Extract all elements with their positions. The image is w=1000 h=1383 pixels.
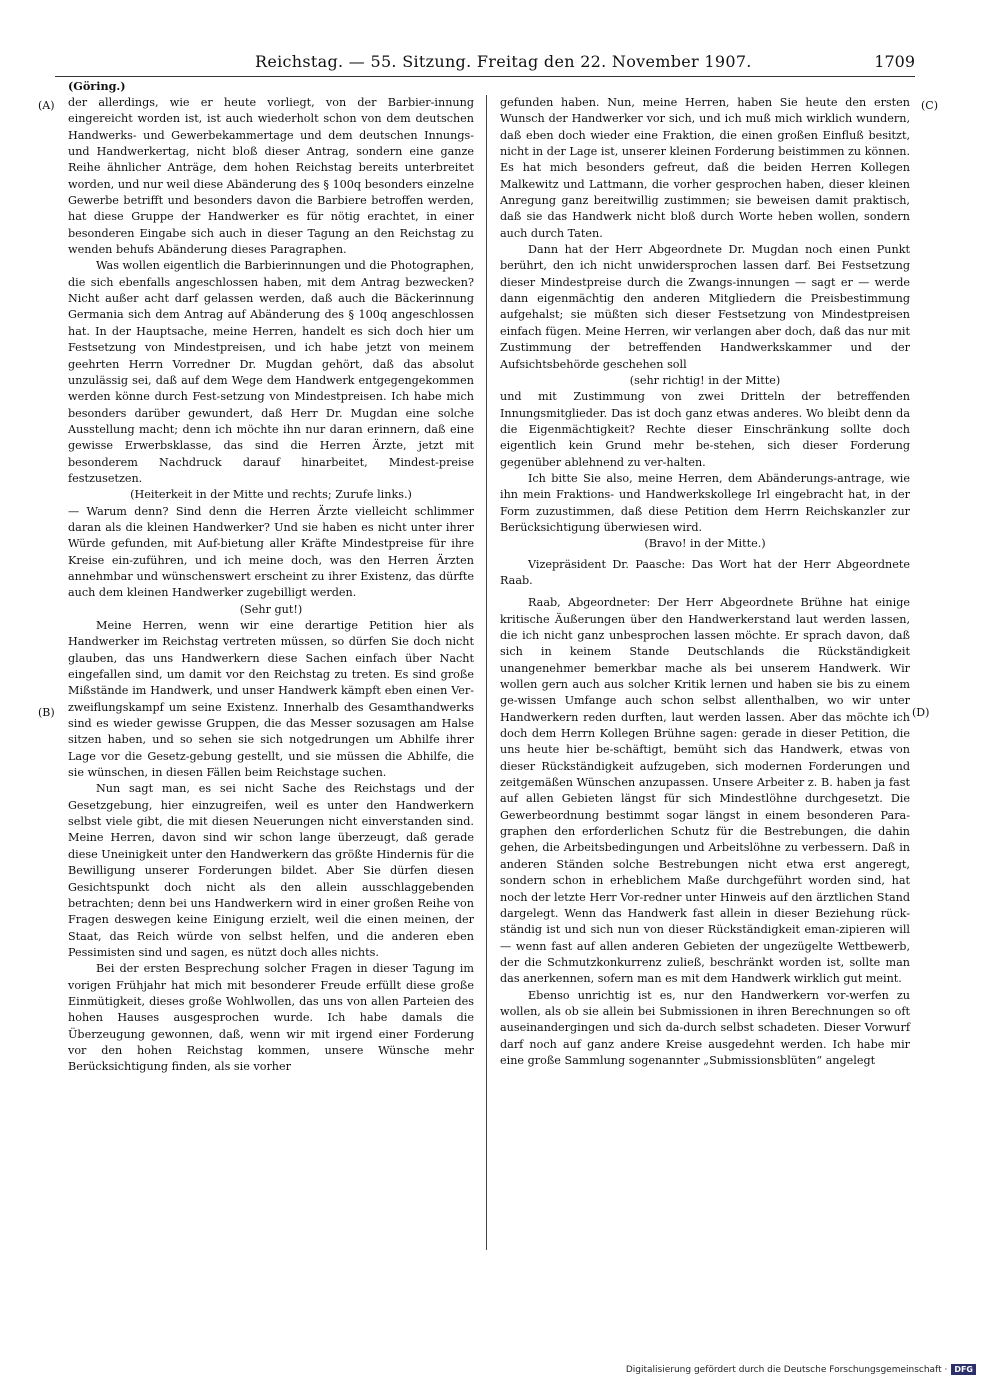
paragraph: Meine Herren, wenn wir eine derartige Petition hier als Handwerker im Reichstag vertreten müssen, so dürfen Sie doch nicht glauben, das uns Handwerkern diese Sachen einfach über Nacht eingefallen sind, um damit vor den Reichstag zu treten. Es sind große Mißstände im Handwerk, und unser Handwerk kämpft eben einen Ver-zweiflungskampf um seine Existenz. Innerhalb des Gesamthandwerks sind es wieder gewisse Gruppen, die das Messer sozusagen am Halse sitzen haben, und so sehen sie sich notgedrungen um Abhilfe ihrer Lage vor die Gesetz-gebung gestellt, und sie müssen die Abhilfe, die sie wünschen, in diesen Fällen beim Reichstage suchen.: [68, 619, 474, 780]
interjection: (Bravo! in der Mitte.): [644, 537, 766, 551]
paragraph: Vizepräsident Dr. Paasche: Das Wort hat der Herr Abgeordnete Raab.: [500, 557, 910, 587]
paragraph: Bei der ersten Besprechung solcher Fragen in dieser Tagung im vorigen Frühjahr hat mich mit besonderer Freude erfüllt diese große Einmütigkeit, dieses große Wohlwollen, das uns von allen Parteien des hohen Hauses ausgesprochen wurde. Ich habe damals die Überzeugung gewonnen, daß, wenn wir mit irgend einer Forderung vor den hohen Reichstag kommen, unsere Wünsche mehr Berücksichtigung finden, als sie vorher: [68, 962, 474, 1074]
interjection: (sehr richtig! in der Mitte): [629, 373, 781, 387]
interjection: (Sehr gut!): [239, 602, 303, 616]
footer-text: Digitalisierung gefördert durch die Deutsche Forschungsgemeinschaft ·: [625, 1364, 948, 1375]
paragraph: Raab, Abgeordneter: Der Herr Abgeordnete Brühne hat einige kritische Äußerungen über den Handwerkerstand laut werden lassen, die ich nicht ganz unbesprochen lassen möchte. Er sprach davon, daß sich in keinem Stande Deutschlands die Rückständigkeit unangenehmer bemerkbar mache als bei unserem Handwerk. Wir wollen gern auch aus solcher Kritik lernen und haben sie bis zu einem ge-wissen Umfange auch schon selbst allenthalben, wo wir unter Handwerkern reden durften, laut werden lassen. Aber das möchte ich doch dem Herrn Kollegen Brühne sagen: gerade in dieser Petition, die uns heute hier be-schäftigt, bemüht sich das Handwerk, etwas von dieser Rückständigkeit aufzugeben, sich modernen Forderungen und zeitgemäßen Wünschen anzupassen. Unsere Arbeiter z. B. haben ja fast auf allen Gebieten längst für sich Mindestlöhne durchgesetzt. Die Gewerbeordnung bestimmt sogar längst in einem besonderen Para-graphen den erforderlichen Schutz für die Bestrebungen, die dahin gehen, die Arbeitsbedingungen und Arbeitslöhne zu verbessern. Daß in anderen Ständen solche Bestrebungen nicht etwa erst angeregt, sondern schon in erheblichem Maße durchgeführt worden sind, hat noch der letzte Herr Vor-redner unter Hinweis auf den ärztlichen Stand dargelegt. Wenn das Handwerk fast allein in dieser Beziehung rück-ständig ist und sich nun von dieser Rückständigkeit eman-zipieren will — wenn fast auf allen anderen Gebieten der ungezügelte Wettbewerb, der die Schmutzkonkurrenz zuließ, beschränkt worden ist, sollte man das anerkennen, sofern man es mit dem Handwerk wirklich gut meint.: [500, 596, 910, 986]
margin-marker-a: (A): [38, 99, 55, 112]
speaker-tag: (Göring.): [68, 79, 126, 93]
left-column: [68, 95, 474, 1076]
paragraph: Was wollen eigentlich die Barbierinnungen und die Photographen, die sich ebenfalls angeschlossen haben, mit dem Antrag bezwecken? Nicht außer acht darf gelassen werden, daß auch die Bäckerinnung Germania sich dem Antrag auf Abänderung des § 100q angeschlossen hat. In der Hauptsache, meine Herren, handelt es sich doch hier um Festsetzung von Mindestpreisen, und ich habe jetzt von meinem geehrten Herrn Vorredner Dr. Mugdan gehört, daß das absolut unzulässig sei, daß auf dem Wege dem Handwerk entgegengekommen werden könne durch Fest-setzung von Mindestpreisen. Ich habe mich besonders darüber gewundert, daß Herr Dr. Mugdan eine solche Ausstellung macht; denn ich möchte ihn nur daran erinnern, daß eine gewisse Erwerbsklasse, das sind die Herren Ärzte, jetzt mit besonderem Nachdruck darauf hinarbeitet, Mindest-preise festzusetzen.: [68, 259, 474, 485]
margin-marker-b: (B): [38, 706, 55, 719]
column-divider: [486, 95, 487, 1250]
footer: [626, 1364, 976, 1375]
paragraph: der allerdings, wie er heute vorliegt, von der Barbier-innung eingereicht worden ist, ist auch wiederholt schon von dem deutschen Handwerks- und Gewerbekammertage und dem deutschen Innungs- und Handwerkertag, nicht bloß dieser Antrag, sondern eine ganze Reihe ähnlicher Anträge, dem hohen Reichstag bereits unterbreitet worden, und nur weil diese Abänderung des § 100q besonders einzelne Gewerbe betrifft und besonders davon die Barbiere betroffen werden, hat diese Gruppe der Handwerker es für nötig erachtet, in einer besonderen Eingabe sich auch in dieser Tagung an den Reichstag zu wenden behufs Abänderung dieses Paragraphen.: [68, 96, 474, 257]
margin-marker-c: (C): [921, 99, 938, 112]
right-column: [500, 95, 910, 1069]
margin-marker-d: (D): [912, 706, 930, 719]
paragraph: und mit Zustimmung von zwei Dritteln der betreffenden Innungsmitglieder. Das ist doch ganz etwas anderes. Wo bleibt denn da die Eigenmächtigkeit? Rechte dieser Einschränkung sollte doch eigentlich kein Grund mehr be-stehen, sich dieser Forderung gegenüber ablehnend zu ver-halten.: [500, 390, 910, 469]
running-title: Reichstag. — 55. Sitzung. Freitag den 22. November 1907.: [255, 52, 752, 71]
page-number: 1709: [874, 52, 915, 71]
page-header: [255, 52, 915, 78]
interjection: (Heiterkeit in der Mitte und rechts; Zurufe links.): [130, 488, 412, 502]
header-rule: [55, 76, 915, 77]
paragraph: Ich bitte Sie also, meine Herren, dem Abänderungs-antrage, wie ihn mein Fraktions- und Handwerkskollege Irl eingebracht hat, in der Form zuzustimmen, daß diese Petition dem Herrn Reichskanzler zur Berücksichtigung überwiesen wird.: [500, 471, 910, 534]
paragraph: Dann hat der Herr Abgeordnete Dr. Mugdan noch einen Punkt berührt, den ich nicht unwidersprochen lassen darf. Bei Festsetzung dieser Mindestpreise durch die Zwangs-innungen — sagt er — werde dann eigenmächtig den anderen Mitgliedern die Preisbestimmung aufgehalst; sie müßten sich dieser Festsetzung von Mindestpreisen einfach fügen. Meine Herren, wir verlangen aber doch, daß das nur mit Zustimmung der betreffenden Handwerkskammer und der Aufsichtsbehörde geschehen soll: [500, 243, 910, 371]
paragraph: Ebenso unrichtig ist es, nur den Handwerkern vor-werfen zu wollen, als ob sie allein bei Submissionen in ihren Berechnungen so oft auseinandergingen und sich da-durch selbst schadeten. Dieser Vorwurf darf noch auf ganz andere Kreise ausgedehnt werden. Ich habe mir eine große Sammlung sogenannter „Submissionsblüten“ angelegt: [500, 988, 910, 1067]
paragraph: gefunden haben. Nun, meine Herren, haben Sie heute den ersten Wunsch der Handwerker vor sich, und ich muß mich wirklich wundern, daß eben doch wieder eine Fraktion, die einen großen Einfluß besitzt, nicht in der Lage ist, unserer kleinen Forderung beistimmen zu können. Es hat mich besonders gefreut, daß die beiden Herren Kollegen Malkewitz und Lattmann, die vorher gesprochen haben, dieser kleinen Anregung ganz bereitwillig zustimmen; sie beweisen damit praktisch, daß sie das Handwerk nicht bloß durch Worte heben wollen, sondern auch durch Taten.: [500, 96, 910, 240]
dfg-logo: DFG: [951, 1364, 976, 1375]
paragraph: Nun sagt man, es sei nicht Sache des Reichstags und der Gesetzgebung, hier einzugreifen, weil es unter den Handwerkern selbst viele gibt, die mit diesen Neuerungen nicht einverstanden sind. Meine Herren, davon sind wir schon lange überzeugt, daß gerade diese Uneinigkeit unter den Handwerkern das größte Hindernis für die Bewilligung unserer Forderungen bildet. Aber Sie dürfen diesen Gesichtspunkt doch nicht als den allein ausschlaggebenden betrachten; denn bei uns Handwerkern wird in einer großen Reihe von Fragen deswegen keine Einigung erzielt, weil die einen meinen, der Staat, das Reich würde von selbst helfen, und die anderen eben Pessimisten sind und sagen, es nützt doch alles nichts.: [68, 782, 474, 959]
paragraph: — Warum denn? Sind denn die Herren Ärzte vielleicht schlimmer daran als die kleinen Handwerker? Und sie haben es nicht unter ihrer Würde gefunden, mit Auf-bietung aller Kräfte Mindestpreise für ihre Kreise ein-zuführen, und ich meine doch, was den Herren Ärzten annehmbar und wünschenswert erscheint zu ihrer Existenz, das dürfte auch dem kleinen Handwerker zugebilligt werden.: [68, 504, 474, 600]
